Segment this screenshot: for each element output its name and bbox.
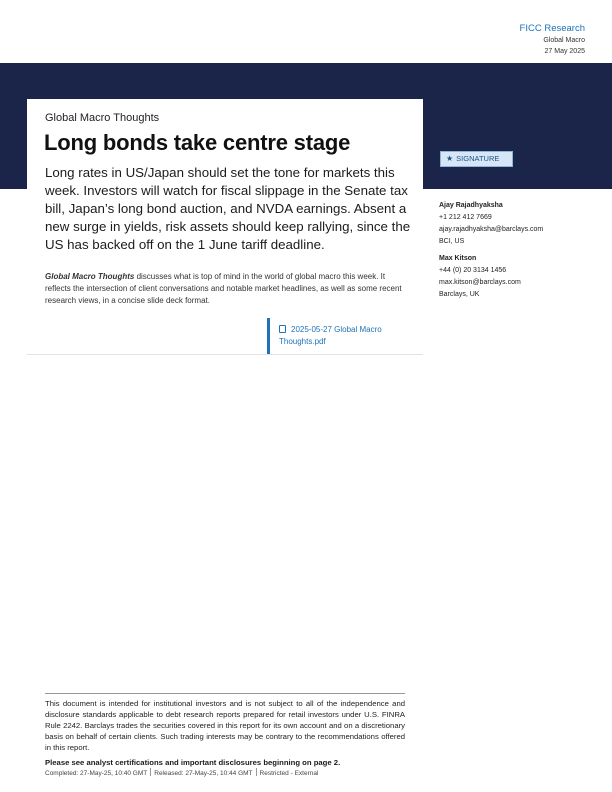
page-title: Long bonds take centre stage xyxy=(44,130,351,155)
author-card xyxy=(439,200,589,248)
divider xyxy=(256,768,257,776)
series-description xyxy=(45,271,413,307)
released-timestamp: Released: 27-May-25, 10:44 GMT xyxy=(154,770,253,777)
footer xyxy=(45,693,405,779)
star-icon: ★ xyxy=(446,154,454,163)
department-label: FICC Research xyxy=(519,23,585,34)
classification-label: Restricted - External xyxy=(259,770,319,777)
completed-timestamp: Completed: 27-May-25, 10:40 GMT xyxy=(45,770,148,777)
author-name: Max Kitson xyxy=(439,255,477,262)
author-card xyxy=(439,253,589,301)
footer-disclaimer: This document is intended for institutional investors and is not subject to all of the independence and disclosure standards applicable to debt research reports prepared for retail investors under U.S. FINRA Rule 2242. Barclays trades the securities covered in this report for its own account and on a discretionary basis on behalf of certain clients. Such trading interests may be contrary to the recommendations offered in this report. xyxy=(45,699,405,752)
author-phone: +44 (0) 20 3134 1456 xyxy=(439,267,507,274)
author-phone: +1 212 412 7669 xyxy=(439,214,492,221)
series-description-lead: Global Macro Thoughts xyxy=(45,272,135,281)
pdf-icon xyxy=(279,325,286,333)
report-header xyxy=(520,22,585,57)
article-summary: Long rates in US/Japan should set the tone for markets this week. Investors will watch for fiscal slippage in the Senate tax bill, Japan’s long bond auction, and NVDA earnings. Absent a new surge in yields, risk assets should keep rallying, since the US has backed off on the 1 June tariff deadline. xyxy=(45,165,411,252)
divider xyxy=(150,768,151,776)
article-card xyxy=(27,99,423,355)
signature-badge xyxy=(440,151,513,167)
author-entity: BCI, US xyxy=(439,238,465,245)
series-description-text: discusses what is top of mind in the world of global macro this week. It reflects the intersection of client conversations and notable market headlines, as well as some recent research views, in a concise slide deck format. xyxy=(45,272,402,305)
author-list xyxy=(439,200,589,306)
author-entity: Barclays, UK xyxy=(439,291,480,298)
author-name: Ajay Rajadhyaksha xyxy=(439,202,503,209)
author-email[interactable]: max.kitson@barclays.com xyxy=(439,279,521,286)
section-label: Global Macro xyxy=(543,37,585,44)
release-metadata xyxy=(45,768,405,779)
pdf-attachment-label[interactable]: 2025-05-27 Global Macro Thoughts.pdf xyxy=(279,325,382,346)
disclosure-notice: Please see analyst certifications and important disclosures beginning on page 2. xyxy=(45,758,341,767)
signature-badge-label: SIGNATURE xyxy=(456,154,500,163)
pdf-attachment-link[interactable] xyxy=(267,318,407,354)
report-date: 27 May 2025 xyxy=(544,48,585,55)
series-kicker: Global Macro Thoughts xyxy=(45,112,160,124)
author-email[interactable]: ajay.rajadhyaksha@barclays.com xyxy=(439,226,544,233)
